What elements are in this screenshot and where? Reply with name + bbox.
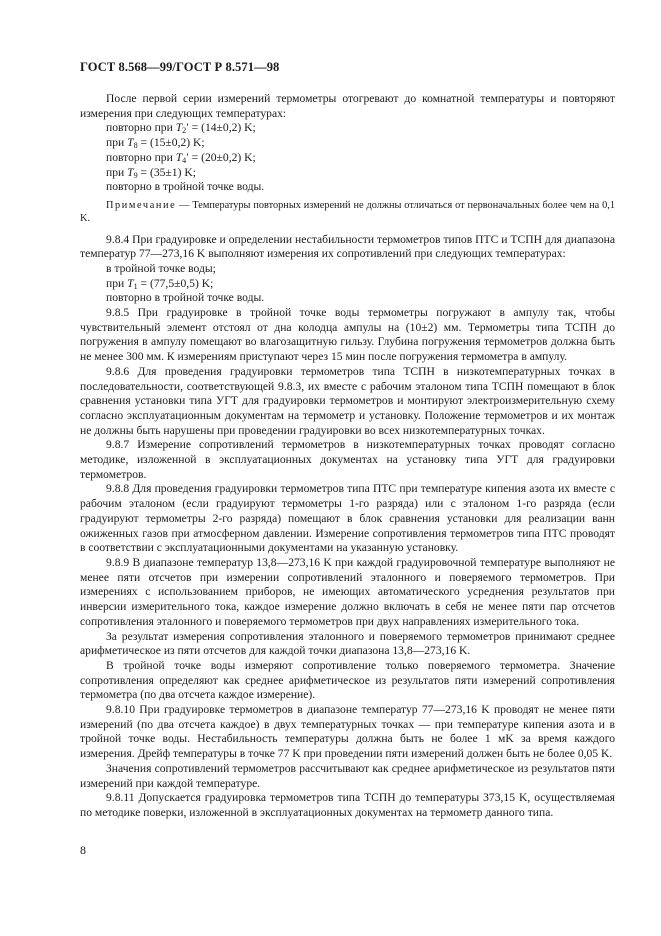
- item-value: = (14±0,2) K;: [188, 121, 256, 135]
- note: [80, 200, 615, 226]
- item-prefix: повторно при: [106, 121, 176, 135]
- item-prefix: при: [106, 136, 128, 150]
- item-value: = (35±1) K;: [137, 165, 196, 179]
- intro-paragraph: После первой серии измерений термометры отогревают до комнатной температуры и повторяют измерения при следующих температурах:: [80, 92, 615, 120]
- temperature-item: [80, 121, 615, 136]
- temperature-item: повторно в тройной точке воды.: [106, 291, 265, 305]
- temperature-subscript: 4: [182, 155, 187, 165]
- prime-mark: ′: [186, 121, 189, 135]
- temperature-symbol: T: [175, 150, 183, 164]
- note-label: Примечание: [106, 199, 177, 211]
- temperature-item: [80, 277, 615, 292]
- item-prefix: при: [106, 276, 128, 290]
- temperature-item: в тройной точке воды;: [106, 261, 216, 275]
- item-value: = (15±0,2) K;: [137, 136, 205, 150]
- temperature-symbol: T: [127, 165, 134, 179]
- item-prefix: повторно при: [106, 150, 176, 164]
- section-9-8-7: 9.8.7 Измерение сопротивлений термометров в низкотемпературных точках проводят согласно методике, изложенной в эксплуатационных документах на установку типа УГТ для градуировки термометров.: [80, 438, 615, 481]
- page-header: ГОСТ 8.568—99/ГОСТ Р 8.571—98: [80, 60, 280, 74]
- temperature-subscript: 8: [133, 141, 138, 151]
- section-9-8-10: 9.8.10 При градуировке термометров в диапазоне температур 77—273,16 K проводят не менее пяти измерений (по два отсчета каждое) в двух температурных точках — при температуре кипения азота и в тройной точке воды. Нестабильность температуры должна быть не более 1 мK за время каждого измерения. Дрейф температуры в точке 77 K при проведении пяти измерений должен быть не более 0,05 K.: [80, 703, 615, 761]
- item-value: = (20±0,2) K;: [188, 150, 256, 164]
- page-number: 8: [80, 843, 86, 857]
- temperature-subscript: 1: [133, 281, 138, 291]
- temperature-symbol: T: [127, 136, 134, 150]
- item-prefix: при: [106, 165, 128, 179]
- temperature-item: [80, 166, 615, 181]
- note-text: — Температуры повторных измерений не должны отличаться от первоначальных более чем на 0,1 K.: [80, 199, 615, 224]
- temperature-subscript: 2: [182, 126, 187, 136]
- item-value: = (77,5±0,5) K;: [137, 276, 214, 290]
- triple-point-paragraph: В тройной точке воды измеряют сопротивление только поверяемого термометра. Значение сопротивления определяют как среднее арифметическое из результатов пяти измерений сопротивления термометра (по два отсчета каждое измерение).: [80, 658, 615, 702]
- resistance-paragraph: Значения сопротивлений термометров рассчитывают как среднее арифметическое из результатов пяти измерений при каждой температуре.: [80, 761, 615, 790]
- temperature-subscript: 9: [133, 170, 138, 180]
- section-9-8-6: 9.8.6 Для проведения градуировки термометров типа ТСПН в низкотемпературных точках в последовательности, соответствующей 9.8.3, их вместе с рабочим эталоном типа ТСПН помещают в блок сравнения установки типа УГТ для градуировки термометров и монтируют электроизмерительную схему согласно эксплуатационным документам на термометр и установку. Положение термометров и их монтаж не должны быть нарушены при проведении градуировки во всех низкотемпературных точках.: [80, 364, 615, 437]
- page-body: [80, 92, 615, 821]
- temperature-item: повторно в тройной точке воды.: [106, 180, 265, 194]
- section-9-8-9: 9.8.9 В диапазоне температур 13,8—273,16 K при каждой градуировочной температуре выполняют не менее пяти отсчетов при измерении сопротивлений эталонного и поверяемого термометров. При измерениях с использованием приборов, не имеющих автоматического усреднения результатов при инверсии измерительного тока, каждое измерение должно включать в себя не менее пяти пар отсчетов сопротивления эталонного и поверяемого термометров при двух направлениях измерительного тока.: [80, 555, 615, 628]
- section-9-8-5: 9.8.5 При градуировке в тройной точке воды термометры погружают в ампулу так, чтобы чувствительный элемент отстоял от дна колодца ампулы на (10±2) мм. Термометры типа ТСПН до погружения в ампулу помещают во влагозащитную гильзу. Глубина погружения термометров должна быть не менее 300 мм. К измерениям приступают через 15 мин после погружения термометра в ампулу.: [80, 306, 615, 364]
- section-9-8-11: 9.8.11 Допускается градуировка термометров типа ТСПН до температуры 373,15 K, осуществляемая по методике поверки, изложенной в эксплуатационных документах на термометр данного типа.: [80, 791, 615, 819]
- temperature-symbol: T: [127, 276, 134, 290]
- result-paragraph: За результат измерения сопротивления эталонного и поверяемого термометров принимают среднее арифметическое из пяти отсчетов для каждой точки диапазона 13,8—273,16 K.: [80, 629, 615, 658]
- section-9-8-8: 9.8.8 Для проведения градуировки термометров типа ПТС при температуре кипения азота их вместе с рабочим эталоном (если градуируют термометры 1-го разряда) или с эталоном 1-го разряда (если градуируют термометры 2-го разряда) помещают в блок сравнения установки для реализации ванн ожиженных газов при атмосферном давлении. Измерение сопротивления термометров типа ПТС проводят в соответствии с эксплуатационными документами на указанную установку.: [80, 482, 615, 555]
- section-9-8-4: 9.8.4 При градуировке и определении нестабильности термометров типов ПТС и ТСПН для диапазона температур 77—273,16 K выполняют измерения их сопротивлений при следующих температурах:: [80, 232, 615, 261]
- temperature-symbol: T: [175, 121, 183, 135]
- prime-mark: ′: [186, 150, 189, 164]
- temperature-item: [80, 151, 615, 166]
- temperature-item: [80, 136, 615, 151]
